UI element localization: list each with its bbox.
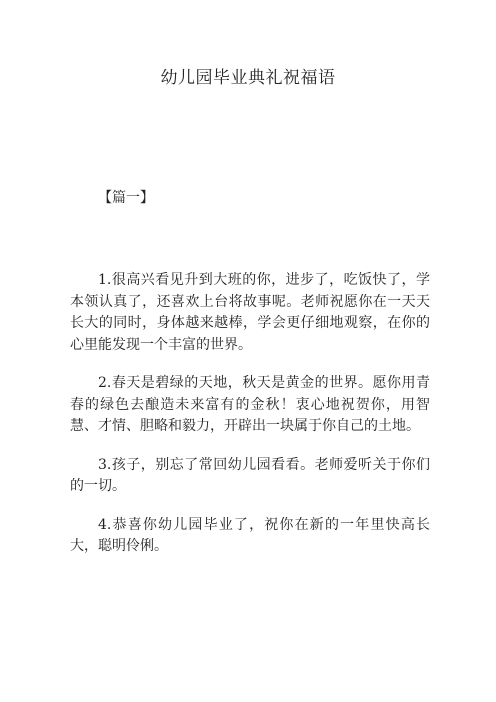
paragraph-4: 4.恭喜你幼儿园毕业了，祝你在新的一年里快高长大，聪明伶俐。 [70, 516, 430, 554]
paragraph-2: 2.春天是碧绿的天地，秋天是黄金的世界。愿你用青春的绿色去酿造未来富有的金秋！衷心地祝贺你，用智慧、才情、胆略和毅力，开辟出一块属于你自己的土地。 [70, 375, 430, 434]
paragraph-list [70, 270, 430, 575]
document-title: 幼儿园毕业典礼祝福语 [160, 68, 336, 88]
paragraph-1: 1.很高兴看见升到大班的你，进步了，吃饭快了，学本领认真了，还喜欢上台将故事呢。老师祝愿你在一天天长大的同时，身体越来越棒，学会更仔细地观察，在你的心里能发现一个丰富的世界。 [70, 272, 430, 353]
paragraph-3: 3.孩子，别忘了常回幼儿园看看。老师爱听关于你们的一切。 [70, 456, 430, 494]
section-heading: 【篇一】 [98, 190, 154, 206]
